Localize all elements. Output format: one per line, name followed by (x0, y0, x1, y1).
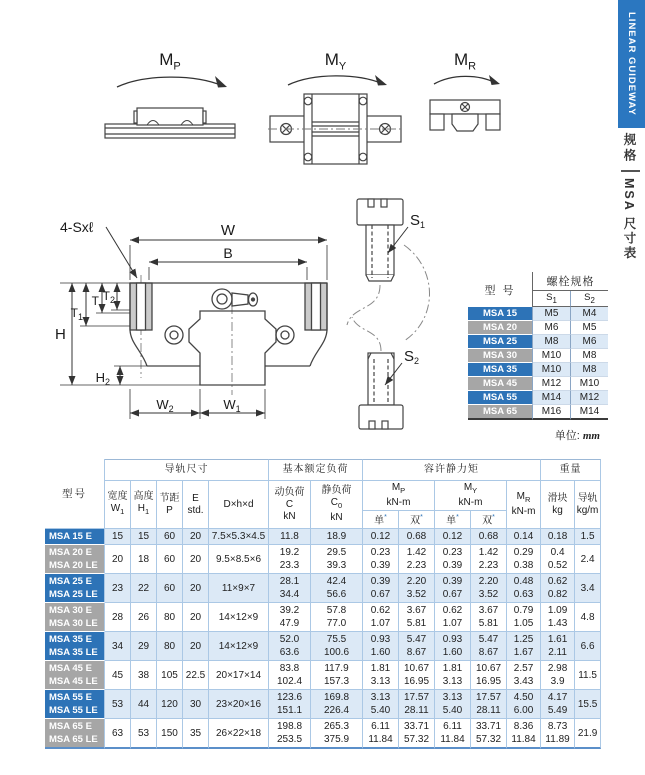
moment-yaw-label: $M_Y$ (324, 50, 347, 73)
bolt-cell-model: MSA 35 (468, 363, 532, 377)
spec-cell-h1: 44 (131, 690, 157, 719)
dim-label-h: H (55, 326, 66, 343)
bolt-cell-s2: M4 (570, 307, 608, 321)
spec-header-mp-double: 双* (399, 511, 435, 529)
spec-cell-h1: 26 (131, 603, 157, 632)
bolt-header-model: 型 号 (484, 284, 516, 297)
bolt-cell-s1: M16 (532, 405, 570, 420)
spec-cell-rail: 3.4 (575, 574, 601, 603)
spec-cell-w1: 34 (105, 632, 131, 661)
bolt-cell-s1: M12 (532, 377, 570, 391)
spec-table-row (45, 690, 601, 719)
bolt-cell-s2: M5 (570, 321, 608, 335)
unit-note-value: mm (582, 430, 600, 442)
spec-cell-dhd: 14×12×9 (209, 603, 269, 632)
dim-label-w: W (220, 222, 236, 239)
bolt-cell-s2: M8 (570, 349, 608, 363)
spec-cell-h1: 53 (131, 719, 157, 749)
spec-cell-mp_double: 3.67 5.81 (399, 603, 435, 632)
spec-table-row (45, 529, 601, 545)
spec-cell-model: MSA 25 E MSA 25 LE (45, 574, 105, 603)
spec-cell-p: 80 (157, 632, 183, 661)
spec-cell-e: 20 (183, 603, 209, 632)
dim-label-t1: $T_1$ (70, 306, 83, 322)
dim-label-b: B (223, 245, 233, 261)
spec-header-pitch: 节距 P (157, 481, 183, 529)
spec-cell-c0: 57.8 77.0 (311, 603, 363, 632)
spec-cell-my_single: 6.11 11.84 (435, 719, 471, 749)
spec-cell-h1: 15 (131, 529, 157, 545)
side-banner (618, 0, 645, 128)
spec-cell-w1: 53 (105, 690, 131, 719)
spec-cell-h1: 22 (131, 574, 157, 603)
spec-cell-mr: 0.48 0.63 (507, 574, 541, 603)
spec-cell-model: MSA 65 E MSA 65 LE (45, 719, 105, 749)
spec-cell-model: MSA 30 E MSA 30 LE (45, 603, 105, 632)
dim-label-t: T (91, 294, 99, 308)
spec-cell-mp_single: 0.12 (363, 529, 399, 545)
spec-cell-c: 123.6 151.1 (269, 690, 311, 719)
bolt-cell-s1: M10 (532, 363, 570, 377)
spec-cell-mp_single: 6.11 11.84 (363, 719, 399, 749)
spec-cell-dhd: 20×17×14 (209, 661, 269, 690)
spec-header-mr: $M_R$ kN-m (507, 481, 541, 529)
spec-cell-p: 105 (157, 661, 183, 690)
spec-cell-slider: 2.98 3.9 (541, 661, 575, 690)
spec-cell-model: MSA 20 E MSA 20 LE (45, 545, 105, 574)
bolt-cell-model: MSA 25 (468, 335, 532, 349)
spec-cell-mr: 8.36 11.84 (507, 719, 541, 749)
bolt-cell-s2: M14 (570, 405, 608, 420)
spec-cell-rail: 6.6 (575, 632, 601, 661)
spec-cell-p: 120 (157, 690, 183, 719)
moment-diagram-yaw (268, 50, 403, 168)
spec-cell-h1: 18 (131, 545, 157, 574)
spec-cell-my_single: 0.12 (435, 529, 471, 545)
spec-table-row (45, 603, 601, 632)
spec-cell-c0: 75.5 100.6 (311, 632, 363, 661)
bolt-table-row (468, 349, 608, 363)
spec-cell-mp_double: 33.71 57.32 (399, 719, 435, 749)
spec-header-dynamic-load: 动负荷 C kN (269, 481, 311, 529)
spec-cell-my_double: 5.47 8.67 (471, 632, 507, 661)
bolt-cell-s1: M6 (532, 321, 570, 335)
spec-cell-c: 19.2 23.3 (269, 545, 311, 574)
moment-roll-label: $M_R$ (453, 50, 477, 73)
bolt-table-row (468, 377, 608, 391)
spec-cell-c0: 29.5 39.3 (311, 545, 363, 574)
spec-cell-my_single: 0.93 1.60 (435, 632, 471, 661)
spec-cell-p: 150 (157, 719, 183, 749)
spec-cell-rail: 21.9 (575, 719, 601, 749)
bolt-cell-s1: M10 (532, 349, 570, 363)
dimension-drawing (52, 183, 440, 441)
moment-pitch-label: $M_P$ (159, 50, 181, 73)
spec-cell-mp_single: 1.81 3.13 (363, 661, 399, 690)
spec-cell-rail: 11.5 (575, 661, 601, 690)
moment-roll-sketch (420, 70, 510, 148)
spec-cell-my_single: 3.13 5.40 (435, 690, 471, 719)
bolt-table-row (468, 307, 608, 321)
spec-cell-model: MSA 15 E (45, 529, 105, 545)
dim-label-w2: $W_2$ (156, 397, 174, 414)
spec-cell-p: 60 (157, 529, 183, 545)
spec-cell-w1: 15 (105, 529, 131, 545)
spec-cell-c: 52.0 63.6 (269, 632, 311, 661)
bolt-cell-model: MSA 65 (468, 405, 532, 420)
spec-cell-e: 20 (183, 574, 209, 603)
spec-cell-slider: 0.18 (541, 529, 575, 545)
spec-cell-c: 11.8 (269, 529, 311, 545)
spec-cell-mr: 1.25 1.67 (507, 632, 541, 661)
spec-cell-c: 198.8 253.5 (269, 719, 311, 749)
spec-cell-w1: 20 (105, 545, 131, 574)
dim-label-s2: $S_2$ (404, 348, 420, 366)
spec-table-row (45, 574, 601, 603)
spec-cell-dhd: 9.5×8.5×6 (209, 545, 269, 574)
unit-note (460, 427, 600, 443)
spec-cell-my_double: 1.42 2.23 (471, 545, 507, 574)
unit-note-prefix: 单位: (554, 430, 580, 442)
bolt-table-row (468, 363, 608, 377)
spec-cell-w1: 23 (105, 574, 131, 603)
spec-cell-mp_single: 0.62 1.07 (363, 603, 399, 632)
spec-group-weight: 重量 (541, 459, 601, 481)
spec-cell-my_single: 0.23 0.39 (435, 545, 471, 574)
spec-group-static-moment: 容许静力矩 (363, 459, 541, 481)
bolt-spec-table (468, 272, 608, 420)
spec-cell-mr: 2.57 3.43 (507, 661, 541, 690)
spec-cell-c: 83.8 102.4 (269, 661, 311, 690)
spec-table-row (45, 632, 601, 661)
spec-cell-e: 20 (183, 545, 209, 574)
spec-cell-c: 39.2 47.9 (269, 603, 311, 632)
spec-cell-mp_double: 2.20 3.52 (399, 574, 435, 603)
spec-cell-my_double: 10.67 16.95 (471, 661, 507, 690)
spec-cell-mp_single: 0.93 1.60 (363, 632, 399, 661)
spec-cell-slider: 0.4 0.52 (541, 545, 575, 574)
bolt-cell-s2: M8 (570, 363, 608, 377)
spec-cell-slider: 8.73 11.89 (541, 719, 575, 749)
spec-cell-my_double: 0.68 (471, 529, 507, 545)
spec-cell-h1: 38 (131, 661, 157, 690)
bolt-table-row (468, 335, 608, 349)
bolt-table-body (468, 307, 608, 420)
spec-cell-p: 60 (157, 545, 183, 574)
spec-cell-c0: 169.8 226.4 (311, 690, 363, 719)
spec-cell-mp_double: 17.57 28.11 (399, 690, 435, 719)
spec-group-rail-dims: 导轨尺寸 (105, 459, 269, 481)
moment-pitch-sketch (95, 70, 245, 154)
spec-cell-mp_double: 1.42 2.23 (399, 545, 435, 574)
dim-label-w1: $W_1$ (223, 397, 241, 414)
spec-header-dhd: D×h×d (209, 481, 269, 529)
spec-cell-mp_double: 10.67 16.95 (399, 661, 435, 690)
spec-cell-e: 20 (183, 529, 209, 545)
moment-diagram-roll (420, 50, 510, 148)
spec-cell-mr: 0.79 1.05 (507, 603, 541, 632)
side-banner-label: LINEAR GUIDEWAY (626, 12, 637, 116)
spec-cell-w1: 28 (105, 603, 131, 632)
bolt-cell-s1: M8 (532, 335, 570, 349)
dim-label-h2: $H_2$ (95, 370, 110, 387)
spec-cell-slider: 1.61 2.11 (541, 632, 575, 661)
spec-header-my-double: 双* (471, 511, 507, 529)
spec-header-slider: 滑块 kg (541, 481, 575, 529)
bolt-header-group: 螺栓规格 (532, 272, 608, 291)
bolt-cell-s1: M5 (532, 307, 570, 321)
bolt-table-row (468, 321, 608, 335)
spec-cell-dhd: 14×12×9 (209, 632, 269, 661)
spec-cell-rail: 1.5 (575, 529, 601, 545)
bolt-header-s1: $S_1$ (532, 291, 570, 307)
spec-cell-model: MSA 45 E MSA 45 LE (45, 661, 105, 690)
spec-cell-c0: 265.3 375.9 (311, 719, 363, 749)
spec-cell-rail: 2.4 (575, 545, 601, 574)
spec-header-static-load: 静负荷 $C_0$ kN (311, 481, 363, 529)
spec-cell-my_double: 2.20 3.52 (471, 574, 507, 603)
bolt-table-row (468, 391, 608, 405)
spec-table-row (45, 545, 601, 574)
spec-table (45, 459, 601, 749)
bolt-table-row (468, 405, 608, 420)
spec-header-mp-single: 单* (363, 511, 399, 529)
spec-cell-w1: 45 (105, 661, 131, 690)
spec-cell-dhd: 23×20×16 (209, 690, 269, 719)
dim-label-t2: $T_2$ (102, 289, 115, 305)
spec-cell-dhd: 26×22×18 (209, 719, 269, 749)
spec-cell-mp_double: 5.47 8.67 (399, 632, 435, 661)
bolt-cell-model: MSA 20 (468, 321, 532, 335)
spec-cell-my_single: 1.81 3.13 (435, 661, 471, 690)
spec-cell-mp_single: 0.23 0.39 (363, 545, 399, 574)
spec-cell-h1: 29 (131, 632, 157, 661)
spec-cell-model: MSA 35 E MSA 35 LE (45, 632, 105, 661)
spec-cell-e: 30 (183, 690, 209, 719)
bolt-cell-model: MSA 45 (468, 377, 532, 391)
spec-cell-w1: 63 (105, 719, 131, 749)
spec-cell-mr: 4.50 6.00 (507, 690, 541, 719)
bolt-cell-s1: M14 (532, 391, 570, 405)
side-tab-divider (621, 170, 640, 172)
bolt-cell-model: MSA 55 (468, 391, 532, 405)
side-tab-secondary: MSA 尺寸表 (622, 178, 636, 261)
spec-cell-mr: 0.14 (507, 529, 541, 545)
spec-header-my: $M_Y$ kN-m (435, 481, 507, 511)
spec-cell-rail: 4.8 (575, 603, 601, 632)
spec-cell-my_single: 0.39 0.67 (435, 574, 471, 603)
bolt-cell-s2: M10 (570, 377, 608, 391)
bolt-header-s2: $S_2$ (570, 291, 608, 307)
spec-cell-rail: 15.5 (575, 690, 601, 719)
spec-cell-my_double: 3.67 5.81 (471, 603, 507, 632)
spec-cell-dhd: 11×9×7 (209, 574, 269, 603)
spec-cell-mr: 0.29 0.38 (507, 545, 541, 574)
spec-cell-p: 80 (157, 603, 183, 632)
spec-cell-model: MSA 55 E MSA 55 LE (45, 690, 105, 719)
bolt-cell-model: MSA 30 (468, 349, 532, 363)
spec-cell-p: 60 (157, 574, 183, 603)
spec-cell-e: 35 (183, 719, 209, 749)
spec-cell-c0: 18.9 (311, 529, 363, 545)
bolt-cell-s2: M6 (570, 335, 608, 349)
spec-cell-my_single: 0.62 1.07 (435, 603, 471, 632)
spec-cell-slider: 1.09 1.43 (541, 603, 575, 632)
spec-header-e: E std. (183, 481, 209, 529)
spec-cell-e: 22.5 (183, 661, 209, 690)
dim-label-s1: $S_1$ (410, 212, 426, 230)
spec-header-model: 型号 (45, 459, 105, 529)
spec-cell-mp_single: 0.39 0.67 (363, 574, 399, 603)
spec-header-mp: $M_P$ kN-m (363, 481, 435, 511)
spec-cell-my_double: 33.71 57.32 (471, 719, 507, 749)
spec-cell-c: 28.1 34.4 (269, 574, 311, 603)
spec-header-width: 宽度 $W_1$ (105, 481, 131, 529)
spec-cell-dhd: 7.5×5.3×4.5 (209, 529, 269, 545)
spec-cell-e: 20 (183, 632, 209, 661)
spec-cell-mp_double: 0.68 (399, 529, 435, 545)
spec-cell-mp_single: 3.13 5.40 (363, 690, 399, 719)
spec-cell-c0: 42.4 56.6 (311, 574, 363, 603)
moment-yaw-sketch (268, 70, 403, 168)
spec-cell-slider: 0.62 0.82 (541, 574, 575, 603)
bolt-cell-model: MSA 15 (468, 307, 532, 321)
spec-header-height: 高度 $H_1$ (131, 481, 157, 529)
spec-table-body (45, 529, 601, 749)
spec-cell-c0: 117.9 157.3 (311, 661, 363, 690)
spec-header-rail-weight: 导轨 kg/m (575, 481, 601, 529)
spec-table-row (45, 719, 601, 749)
spec-table-row (45, 661, 601, 690)
spec-cell-slider: 4.17 5.49 (541, 690, 575, 719)
spec-cell-my_double: 17.57 28.11 (471, 690, 507, 719)
bolt-cell-s2: M12 (570, 391, 608, 405)
side-tab-primary: 规格 (622, 133, 636, 164)
moment-diagram-pitch (95, 50, 245, 154)
spec-header-my-single: 单* (435, 511, 471, 529)
dim-label-screw: 4-Sxℓ (60, 219, 94, 235)
spec-group-rated-load: 基本额定负荷 (269, 459, 363, 481)
